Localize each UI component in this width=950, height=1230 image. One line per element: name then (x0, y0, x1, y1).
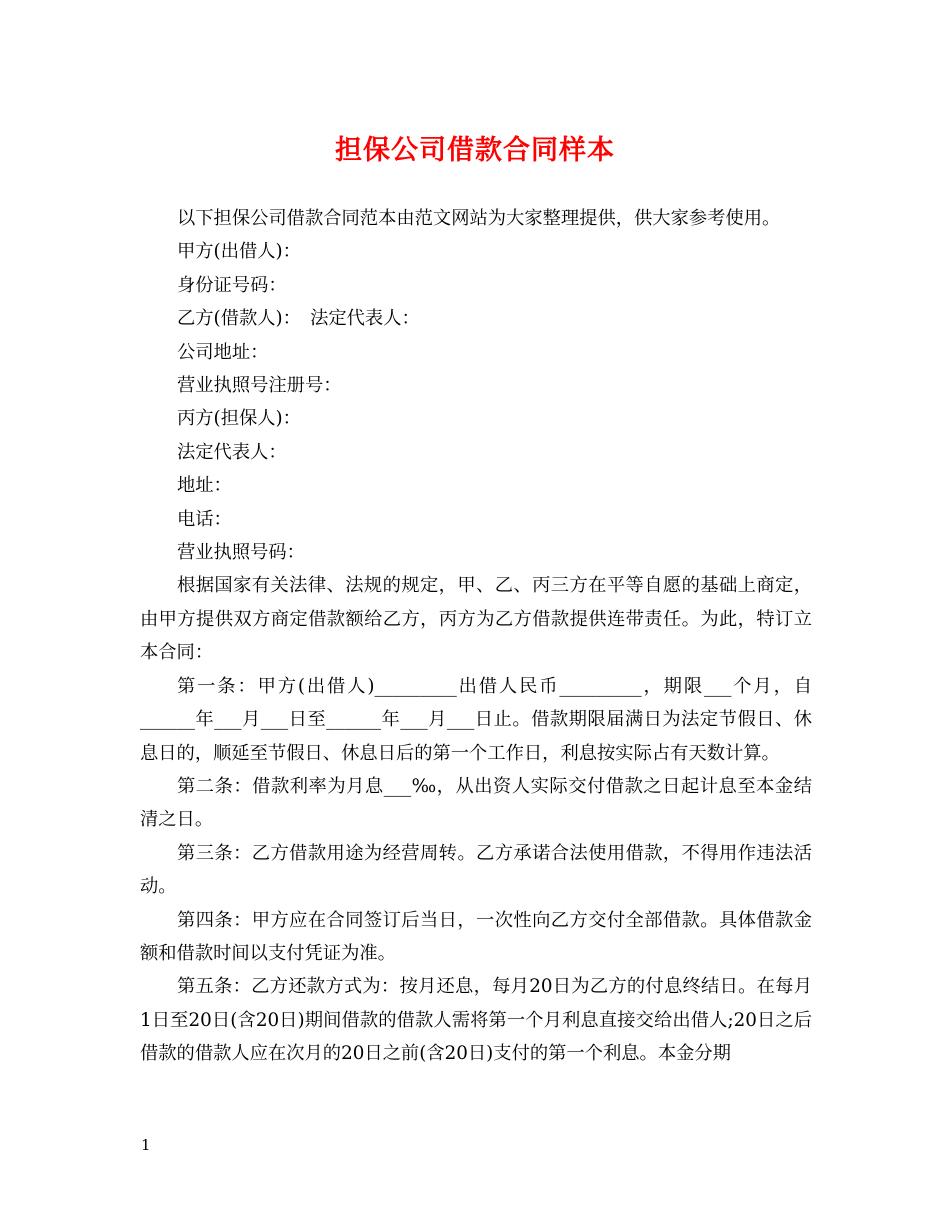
paragraph-party-a: 甲方(出借人)： (177, 241, 301, 263)
paragraph-article-1: 第一条：甲方(出借人)_________出借人民币_________，期限___个月，自______年___月___日至______年___月___日止。借款期限届满日为法定节假日、休息日的，顺延至节假日、休息日后的第一个工作日，利息按实际占有天数计算。 (140, 675, 812, 764)
paragraph-intro: 以下担保公司借款合同范本由范文网站为大家整理提供，供大家参考使用。 (177, 208, 781, 229)
paragraph-business-license-number: 营业执照号码： (177, 542, 305, 564)
paragraph-id-number: 身份证号码： (177, 274, 287, 296)
paragraph-company-address: 公司地址： (177, 341, 269, 363)
paragraph-legal-representative: 法定代表人： (177, 441, 287, 463)
document-title: 担保公司借款合同样本 (335, 135, 615, 166)
page-number: 1 (141, 1136, 151, 1154)
paragraph-party-c: 丙方(担保人)： (177, 408, 301, 430)
paragraph-business-license-registration: 营业执照号注册号： (177, 375, 342, 397)
paragraph-address: 地址： (177, 475, 232, 497)
paragraph-article-5: 第五条：乙方还款方式为：按月还息，每月20日为乙方的付息终结日。在每月1日至20日(含20日)期间借款的借款人需将第一个月利息直接交给出借人;20日之后借款的借款人应在次月的20日之前(含20日)支付的第一个利息。本金分期 (140, 976, 812, 1065)
document-body (140, 202, 812, 1071)
paragraph-article-2: 第二条：借款利率为月息___‰，从出资人实际交付借款之日起计息至本金结清之日。 (140, 775, 812, 831)
paragraph-phone: 电话： (177, 508, 232, 530)
paragraph-article-4: 第四条：甲方应在合同签订后当日，一次性向乙方交付全部借款。具体借款金额和借款时间以支付凭证为准。 (140, 909, 812, 964)
paragraph-party-b: 乙方(借款人)： 法定代表人： (177, 308, 420, 330)
paragraph-preamble: 根据国家有关法律、法规的规定，甲、乙、丙三方在平等自愿的基础上商定，由甲方提供双方商定借款额给乙方，丙方为乙方借款提供连带责任。为此，特订立本合同： (140, 575, 812, 664)
paragraph-article-3: 第三条：乙方借款用途为经营周转。乙方承诺合法使用借款，不得用作违法活动。 (140, 842, 812, 898)
